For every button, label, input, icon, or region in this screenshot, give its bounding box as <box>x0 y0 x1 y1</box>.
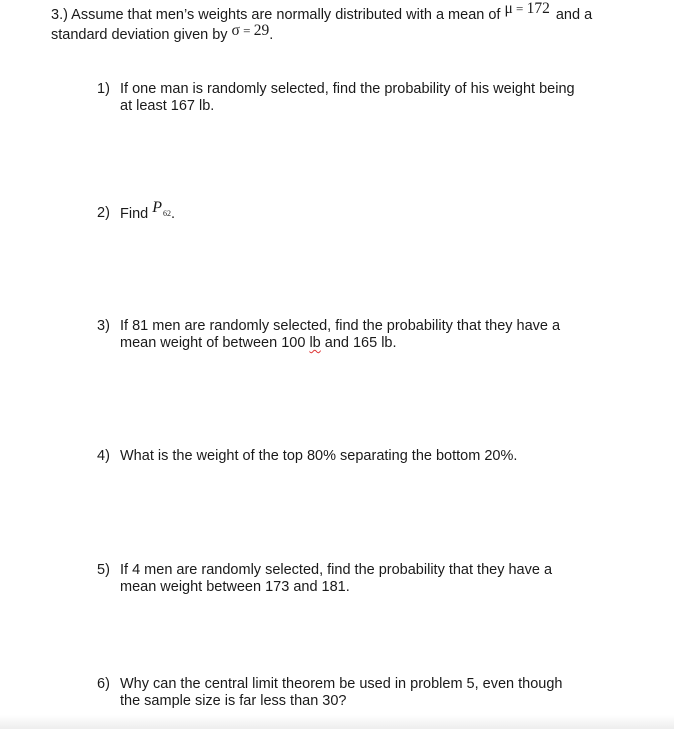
question-number: 5) <box>97 562 110 578</box>
sigma-symbol: σ <box>231 22 240 39</box>
sigma-value: 29 <box>253 22 270 39</box>
question-number: 3) <box>97 318 110 334</box>
question-text: If 4 men are randomly selected, find the probability that they have a mean weight between 173 and 181. <box>120 562 553 595</box>
mu-equals: = <box>512 1 527 16</box>
percentile-subscript: 62 <box>163 209 171 218</box>
and-a-text: and a <box>555 7 593 23</box>
question-text: What is the weight of the top 80% separating the bottom 20%. <box>120 448 518 464</box>
intro-line-1 <box>51 0 593 25</box>
find-label: Find <box>120 206 149 222</box>
sd-formula <box>232 21 270 41</box>
intro-period: . <box>269 27 274 43</box>
spellcheck-word: lb <box>309 335 321 351</box>
question-text <box>120 199 585 224</box>
question-number: 6) <box>97 676 110 692</box>
mean-formula <box>504 0 549 19</box>
question-text: If one man is randomly selected, find the probability of his weight being at least 167 lb. <box>120 81 575 114</box>
question-text: Why can the central limit theorem be used in problem 5, even though the sample size is far less than 30? <box>120 676 563 709</box>
question-number: 2) <box>97 205 110 221</box>
question-number: 1) <box>97 81 110 97</box>
question-2-period: . <box>171 206 176 222</box>
percentile-symbol: P <box>152 199 162 216</box>
question-text <box>120 318 585 352</box>
question-number: 4) <box>97 448 110 464</box>
intro-line2-prefix: standard deviation given by <box>51 27 228 43</box>
question-3-text-b: and 165 lb. <box>320 335 397 351</box>
mu-value: 172 <box>526 0 550 17</box>
page-bottom-shadow <box>0 715 674 729</box>
mu-symbol: μ <box>504 0 513 17</box>
intro-line-2 <box>51 22 274 45</box>
question-3-text-a: If 81 men are randomly selected, find the probability that they have a mean weight of between 100 <box>120 318 561 351</box>
intro-prefix: 3.) Assume that men’s weights are normally distributed with a mean of <box>51 7 501 23</box>
sigma-equals: = <box>239 23 254 38</box>
